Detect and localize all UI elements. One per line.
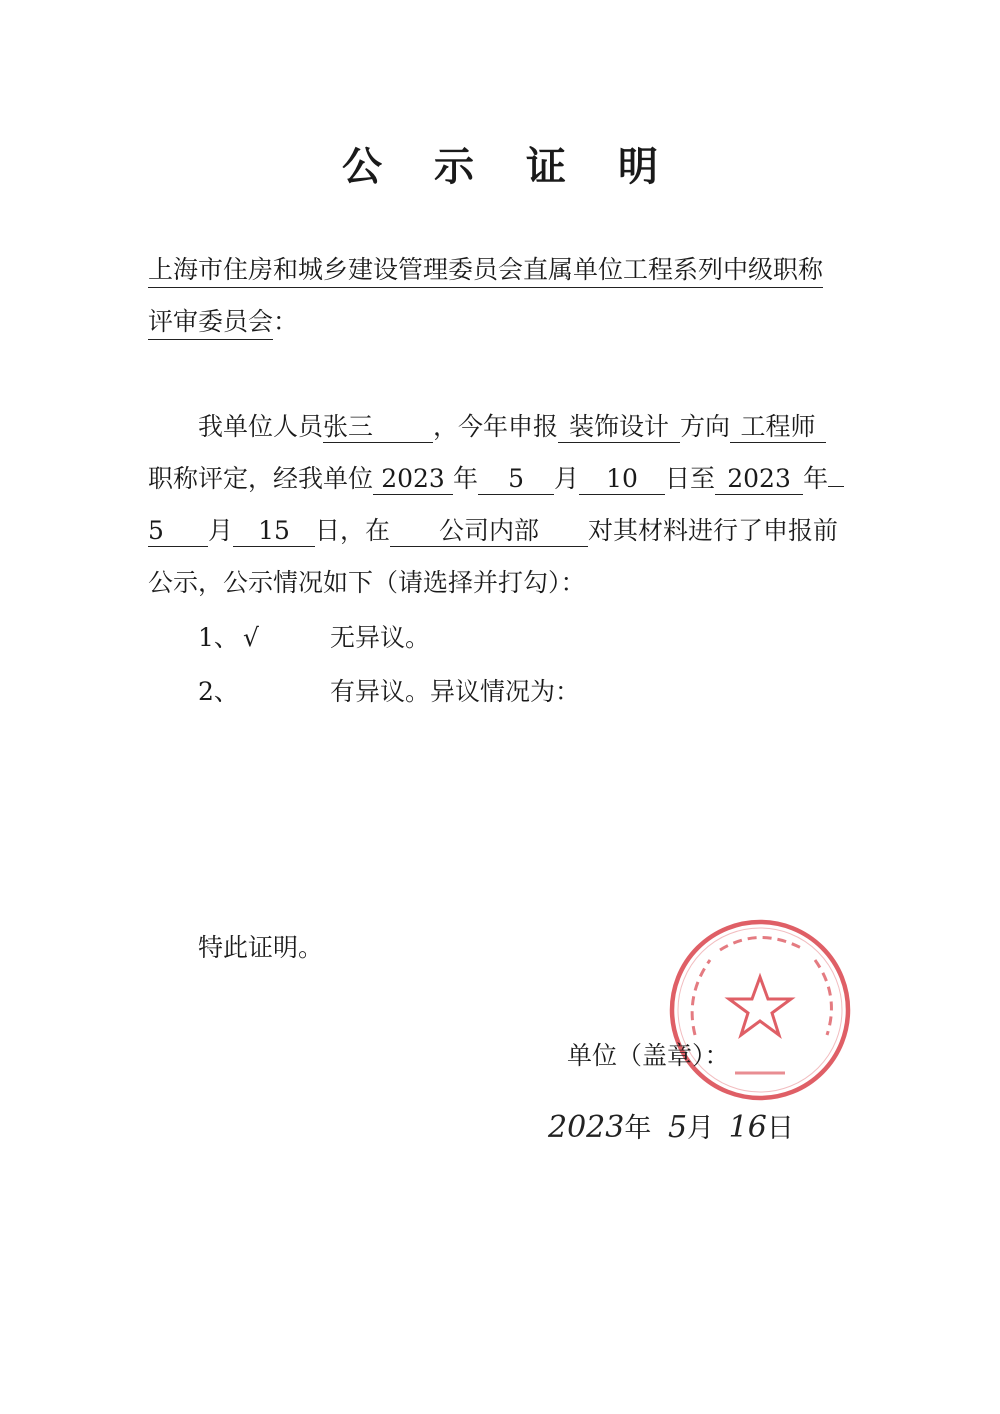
date-month-char: 月 bbox=[687, 1113, 715, 1144]
option-2-text: 有异议。异议情况为： bbox=[330, 677, 581, 706]
body-line-3 bbox=[148, 514, 838, 548]
date-year: 2023 bbox=[548, 1110, 625, 1145]
start-month-field: 5 bbox=[478, 464, 554, 495]
date-day-char: 日 bbox=[766, 1113, 794, 1144]
body-text: 我单位人员 bbox=[198, 412, 324, 441]
body-text: 日至 bbox=[665, 464, 716, 493]
signature-label: 单位（盖章）： bbox=[567, 1041, 730, 1070]
date-day: 16 bbox=[728, 1110, 767, 1145]
date-month: 5 bbox=[667, 1110, 688, 1145]
body-text: 年 bbox=[453, 464, 479, 493]
option-2-index: 2、 bbox=[198, 677, 239, 706]
location-field: 公司内部 bbox=[390, 516, 588, 547]
body-line-1 bbox=[198, 410, 826, 444]
start-year-field: 2023 bbox=[373, 464, 453, 495]
end-year-field: 2023 bbox=[715, 464, 803, 495]
closing-text: 特此证明。 bbox=[198, 933, 324, 962]
body-line-2 bbox=[148, 462, 844, 496]
direction-field: 装饰设计 bbox=[558, 412, 680, 443]
handwritten-date bbox=[548, 1108, 794, 1149]
addressee-text-2: 评审委员会 bbox=[148, 305, 273, 340]
body-text: 年 bbox=[803, 464, 829, 493]
addressee-line-1 bbox=[148, 253, 823, 288]
addressee-colon: ： bbox=[273, 307, 299, 336]
start-day-field: 10 bbox=[579, 464, 665, 495]
body-text: 日，在 bbox=[315, 516, 391, 545]
body-text: 月 bbox=[208, 516, 234, 545]
addressee-text-1: 上海市住房和城乡建设管理委员会直属单位工程系列中级职称 bbox=[148, 253, 823, 288]
option-1-index: 1、 bbox=[198, 623, 239, 652]
title-level-field: 工程师 bbox=[730, 412, 826, 443]
date-year-char: 年 bbox=[624, 1113, 652, 1144]
end-day-field: 15 bbox=[233, 516, 315, 547]
option-1-checkmark: √ bbox=[243, 623, 259, 652]
person-name-field: 张三 bbox=[323, 412, 433, 443]
end-month-field: 5 bbox=[148, 516, 208, 547]
body-line-4: 公示，公示情况如下（请选择并打勾）： bbox=[148, 568, 586, 597]
page-title: 公示证明 bbox=[342, 144, 710, 190]
option-1-text: 无异议。 bbox=[330, 623, 431, 652]
trailing-blank bbox=[828, 486, 844, 487]
body-text: 方向 bbox=[680, 412, 731, 441]
addressee-line-2 bbox=[148, 305, 298, 340]
body-text: ，今年申报 bbox=[433, 412, 559, 441]
body-text: 月 bbox=[554, 464, 580, 493]
body-text: 职称评定，经我单位 bbox=[148, 464, 374, 493]
body-text: 对其材料进行了申报前 bbox=[588, 516, 839, 545]
company-seal bbox=[665, 915, 855, 1105]
